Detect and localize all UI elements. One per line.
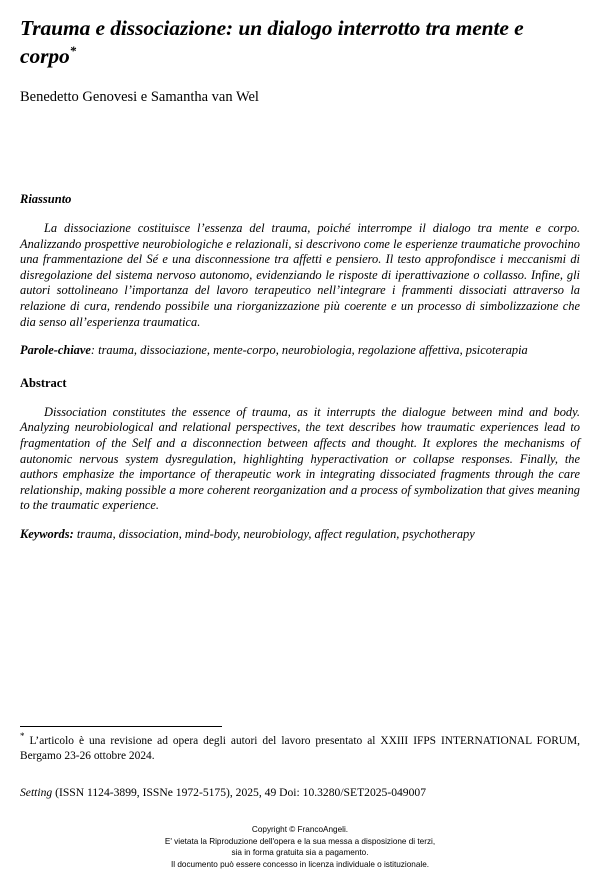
riassunto-heading: Riassunto [20,192,72,206]
keywords-line [20,527,580,543]
footnote-body: L’articolo è una revisione ad opera degli autori del lavoro presentato al XXIII IFPS INTERNATIONAL FORUM, Bergamo 23-26 ottobre 2024. [20,735,580,762]
copyright-line-3: sia in forma gratuita sia a pagamento. [231,848,369,858]
keywords-label: Keywords: [20,526,74,541]
abstract-heading: Abstract [20,375,67,390]
spacer-before-riassunto [20,107,580,191]
footnote-text [20,731,580,763]
parole-chiave-label: Parole-chiave [20,343,91,358]
footnote-marker: * [20,731,25,742]
keywords-values: trauma, dissociation, mind-body, neurobiology, affect regulation, psychotherapy [76,526,475,541]
copyright-line-1: Copyright © FrancoAngeli. [251,825,349,834]
copyright-line-4: Il documento può essere concesso in licenza individuale o istituzionale. [170,859,430,869]
spacer-before-abstract [20,359,580,375]
copyright-footer [0,824,600,870]
footnote-separator-rule [20,726,222,727]
spacer-before-keywords [20,514,580,527]
spacer-before-parole-chiave [20,330,580,343]
journal-name: Setting [20,786,53,799]
spacer-after-abstract-heading [20,391,580,405]
spacer-after-riassunto-heading [20,207,580,221]
journal-details: (ISSN 1124-3899, ISSNe 1972-5175), 2025, 49 Doi: 10.3280/SET2025-049007 [52,786,426,799]
journal-citation [20,763,580,800]
riassunto-body: La dissociazione costituisce l’essenza del trauma, poiché interrompe il dialogo tra mente e corpo. Analizzando prospettive neurobiologiche e relazionali, si descrivono come le esperienze traumatiche provochino una frammentazione del Sé e una disconnessione tra affetti e pensiero. Il testo approfondisce i meccanismi di disregolazione del sistema nervoso autonomo, evidenziando le risposte di iperattivazione o collasso. Infine, gli autori sottolineano l’importanza del lavoro terapeutico nell’integrare i frammenti dissociati attraverso la relazione di cura, rendendo possibile una riorganizzazione più coerente e un processo di simbolizzazione che dia senso all’esperienza traumatica. [20,221,580,329]
title-text: Trauma e dissociazione: un dialogo interrotto tra mente e corpo [20,16,524,68]
copyright-line-2: E' vietata la Riproduzione dell'opera e la sua messa a disposizione di terzi, [164,836,436,846]
abstract-body: Dissociation constitutes the essence of trauma, as it interrupts the dialogue between mind and body. Analyzing neurobiological and relational perspectives, the text describes how traumatic experiences lead to fragmentation of the Self and a disconnection between affects and thought. It explores the mechanisms of autonomic nervous system dysregulation, highlighting hyperactivation or collapse responses. Finally, the authors emphasize the importance of therapeutic work in integrating dissociated fragments through the care relationship, making possible a more coherent reorganization and a process of symbolization that gives meaning to the traumatic experience. [20,404,580,513]
parole-chiave-line [20,343,580,359]
page-title [20,0,580,70]
title-footnote-marker: * [69,42,77,58]
footnote-zone [20,726,580,800]
parole-chiave-values: trauma, dissociazione, mente-corpo, neurobiologia, regolazione affettiva, psicoterapia [98,343,528,358]
author-line: Benedetto Genovesi e Samantha van Wel [20,89,259,105]
parole-chiave-separator: : [90,343,99,358]
